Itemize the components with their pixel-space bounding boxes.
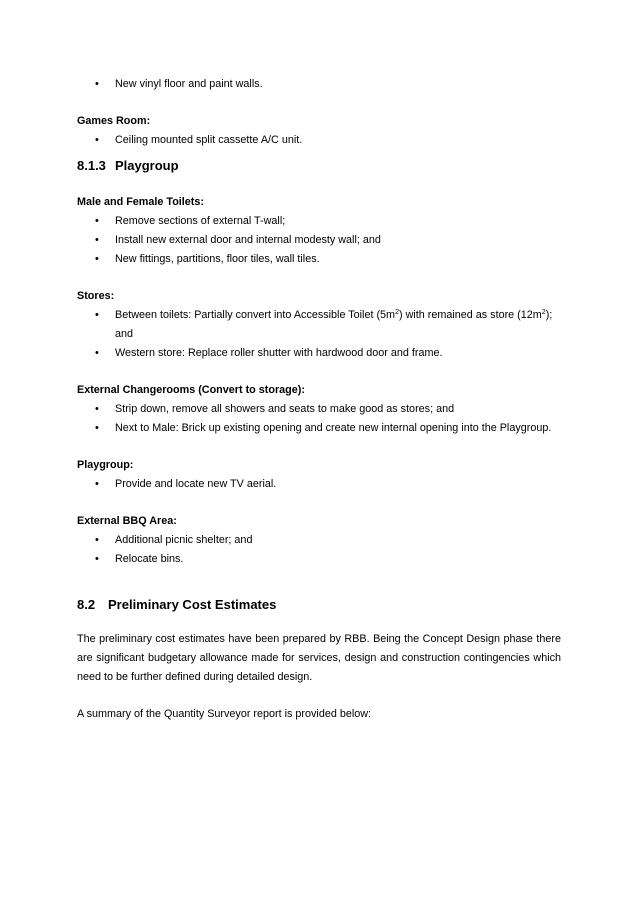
bullet-icon: • xyxy=(95,422,99,434)
bullet-icon: • xyxy=(95,478,99,490)
section-heading-8-1-3 xyxy=(77,158,179,174)
list-item-text: Relocate bins. xyxy=(115,553,184,565)
bullet-icon: • xyxy=(95,134,99,146)
list-item-text: New fittings, partitions, floor tiles, wall tiles. xyxy=(115,253,320,265)
list-item-text: Ceiling mounted split cassette A/C unit. xyxy=(115,134,303,146)
bullet-icon: • xyxy=(95,309,99,321)
section-title: Playgroup xyxy=(115,158,179,173)
list-item-text: Western store: Replace roller shutter with hardwood door and frame. xyxy=(115,347,443,359)
paragraph: The preliminary cost estimates have been prepared by RBB. Being the Concept Design phase there are significant budgetary allowance made for services, design and construction contingencies which need to be further defined during detailed design. xyxy=(77,633,561,683)
list-item-text: Install new external door and internal modesty wall; and xyxy=(115,234,381,246)
list-item-text: Additional picnic shelter; and xyxy=(115,534,253,546)
stores-heading: Stores: xyxy=(77,290,115,302)
bullet-icon: • xyxy=(95,553,99,565)
section-number: 8.2 xyxy=(77,597,96,612)
games-room-heading: Games Room: xyxy=(77,115,151,127)
list-item-text: Next to Male: Brick up existing opening and create new internal opening into the Playgroup. xyxy=(115,422,552,434)
list-item-text: Remove sections of external T-wall; xyxy=(115,215,286,227)
section-number: 8.1.3 xyxy=(77,158,106,173)
changerooms-heading: External Changerooms (Convert to storage): xyxy=(77,384,305,396)
bullet-icon: • xyxy=(95,78,99,90)
toilets-heading: Male and Female Toilets: xyxy=(77,196,204,208)
bullet-icon: • xyxy=(95,253,99,265)
list-item-text: New vinyl floor and paint walls. xyxy=(115,78,263,90)
list-item-text: Strip down, remove all showers and seats to make good as stores; and xyxy=(115,403,455,415)
list-item-text: and xyxy=(115,328,134,340)
bullet-icon: • xyxy=(95,534,99,546)
bullet-icon: • xyxy=(95,215,99,227)
list-item-text: Between toilets: Partially convert into Accessible Toilet $(5m^2)$ with remained as store $(12m^2)$; xyxy=(115,309,553,321)
section-title: Preliminary Cost Estimates xyxy=(108,597,277,612)
bbq-heading: External BBQ Area: xyxy=(77,515,177,527)
bullet-icon: • xyxy=(95,347,99,359)
playgroup-heading: Playgroup: xyxy=(77,459,134,471)
bullet-icon: • xyxy=(95,234,99,246)
list-item-text: Provide and locate new TV aerial. xyxy=(115,478,277,490)
paragraph: A summary of the Quantity Surveyor report is provided below: xyxy=(77,708,372,720)
bullet-icon: • xyxy=(95,403,99,415)
section-heading-8-2 xyxy=(77,597,276,613)
